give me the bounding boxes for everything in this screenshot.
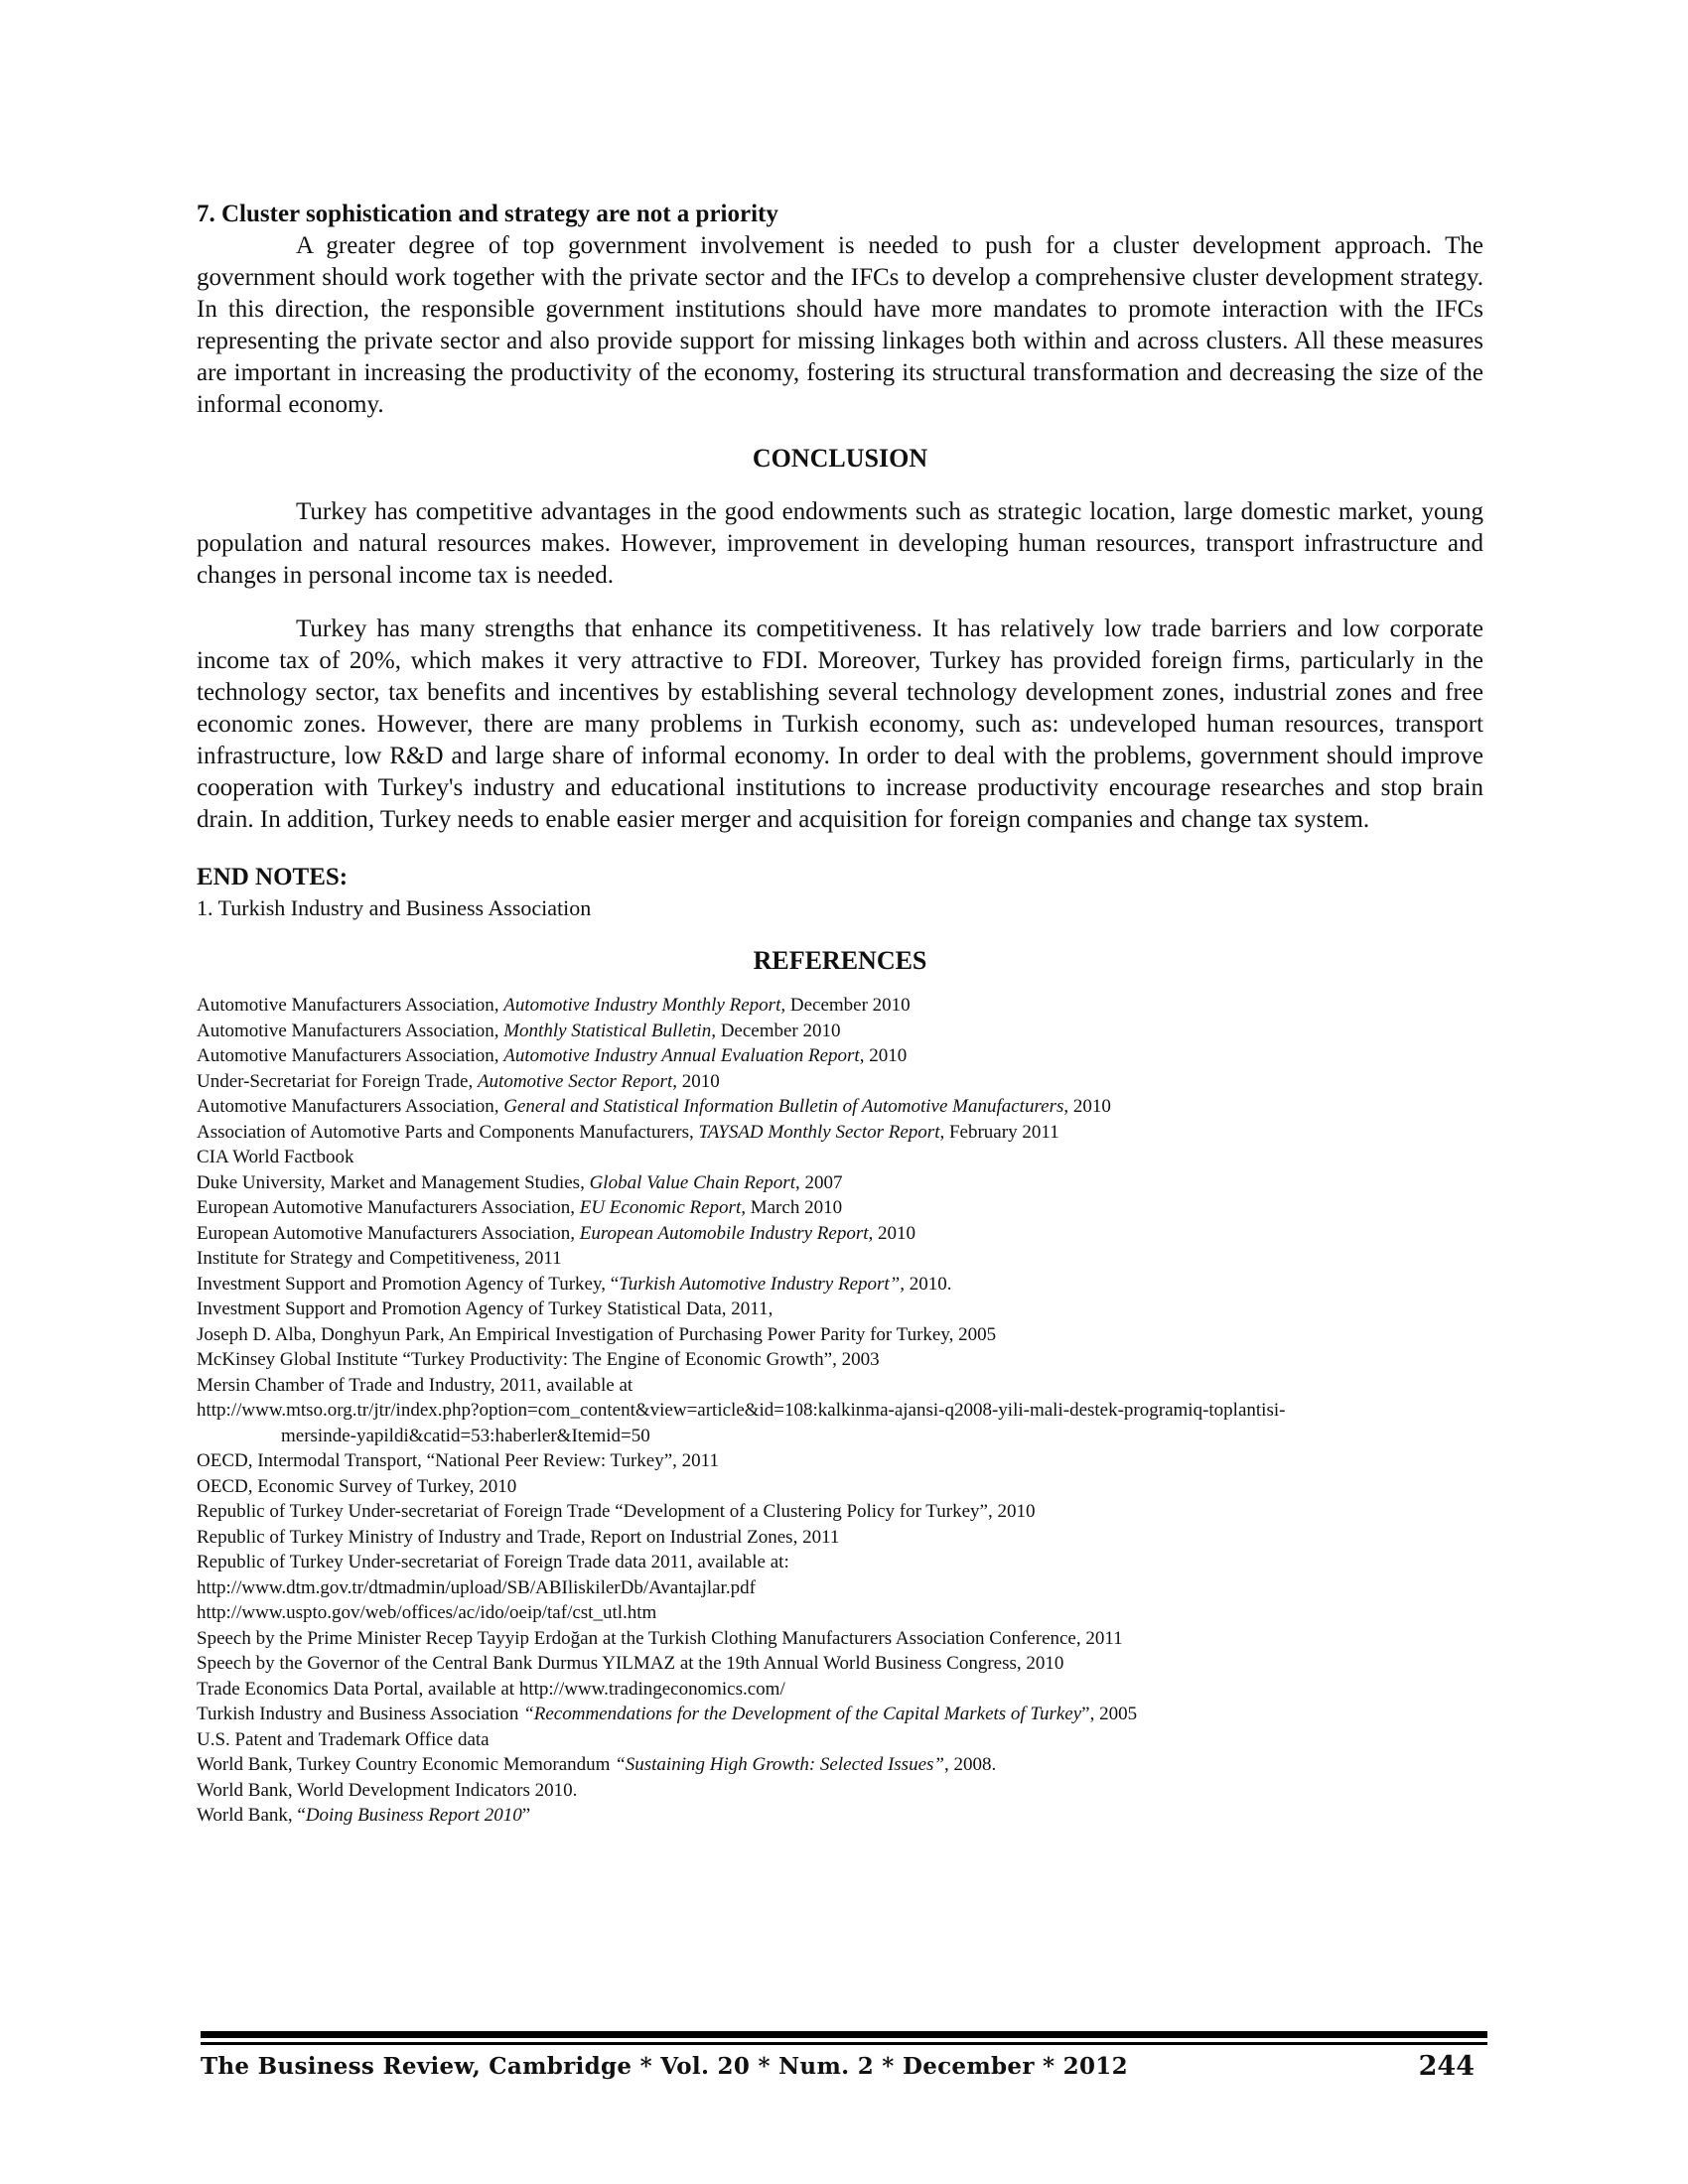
reference-text: World Bank, “	[197, 1805, 306, 1826]
reference-item	[197, 1297, 1483, 1322]
reference-text: Speech by the Governor of the Central Bank Durmus YILMAZ at the 19th Annual World Business Congress, 2010	[197, 1653, 1064, 1674]
reference-text: Under-Secretariat for Foreign Trade,	[197, 1070, 478, 1092]
reference-item	[197, 1651, 1483, 1677]
reference-text: Duke University, Market and Management Studies,	[197, 1171, 590, 1193]
reference-text: Republic of Turkey Under-secretariat of Foreign Trade data 2011, available at:	[197, 1552, 789, 1572]
reference-text: Association of Automotive Parts and Components Manufacturers,	[197, 1121, 699, 1143]
reference-text: European Automotive Manufacturers Association,	[197, 1222, 580, 1244]
reference-item	[197, 1727, 1483, 1753]
reference-text: McKinsey Global Institute “Turkey Productivity: The Engine of Economic Growth”, 2003	[197, 1349, 880, 1370]
reference-suffix: , February 2011	[939, 1121, 1059, 1143]
reference-item	[197, 993, 1483, 1019]
reference-suffix: December 2010	[715, 1020, 841, 1041]
reference-item	[197, 1600, 1483, 1626]
conclusion-heading: CONCLUSION	[752, 444, 928, 473]
reference-text: OECD, Economic Survey of Turkey, 2010	[197, 1475, 517, 1497]
reference-item	[197, 1170, 1483, 1196]
reference-item	[197, 1120, 1483, 1146]
reference-text: Automotive Manufacturers Association,	[197, 995, 504, 1016]
reference-text: Joseph D. Alba, Donghyun Park, An Empirical Investigation of Purchasing Power Parity for Turkey, 2005	[197, 1323, 997, 1345]
reference-text: Speech by the Prime Minister Recep Tayyip Erdoğan at the Turkish Clothing Manufacturers Association Conference, 2011	[197, 1627, 1123, 1649]
reference-text: Institute for Strategy and Competitiveness, 2011	[197, 1248, 562, 1269]
reference-item	[197, 1373, 1483, 1399]
reference-item	[197, 1069, 1483, 1095]
reference-item	[197, 1677, 1483, 1703]
reference-suffix: , 2010	[672, 1070, 720, 1092]
reference-text: http://www.dtm.gov.tr/dtmadmin/upload/SB/ABIliskilerDb/Avantajlar.pdf	[197, 1576, 756, 1598]
reference-text: Automotive Manufacturers Association,	[197, 1096, 504, 1117]
reference-text: Automotive Manufacturers Association,	[197, 1045, 504, 1066]
reference-text: World Bank, Turkey Country Economic Memorandum	[197, 1754, 616, 1775]
footer-page-number: 244	[1418, 2051, 1475, 2082]
reference-suffix: ”, 2005	[1081, 1704, 1138, 1724]
reference-item	[197, 1221, 1483, 1247]
reference-text: World Bank, World Development Indicators 2010.	[197, 1779, 578, 1801]
reference-item	[197, 1550, 1483, 1575]
reference-suffix: , 2008.	[943, 1754, 997, 1775]
reference-continuation: mersinde-yapildi&catid=53:haberler&Itemid=50	[281, 1425, 650, 1446]
section-7-body: A greater degree of top government involvement is needed to push for a cluster development approach. The government should work together with the private sector and the IFCs to develop a comprehensive cluster development strategy. In this direction, the responsible government institutions should have more mandates to promote interaction with the IFCs representing the private sector and also provide support for missing linkages both within and across clusters. All these measures are important in increasing the productivity of the economy, fostering its structural transformation and decreasing the size of the informal economy.	[197, 232, 1483, 418]
reference-item	[197, 1145, 1483, 1170]
reference-suffix: , 2007	[794, 1171, 843, 1193]
reference-item	[197, 1019, 1483, 1044]
reference-text: Investment Support and Promotion Agency of Turkey Statistical Data, 2011,	[197, 1298, 774, 1319]
reference-text: Republic of Turkey Ministry of Industry and Trade, Report on Industrial Zones, 2011	[197, 1526, 840, 1548]
references-heading: REFERENCES	[753, 946, 927, 975]
reference-item	[197, 1272, 1483, 1297]
reference-title: General and Statistical Information Bulletin of Automotive Manufacturers	[503, 1096, 1064, 1117]
reference-item	[197, 1448, 1483, 1474]
reference-title: Turkish Automotive Industry Report”,	[619, 1273, 905, 1295]
reference-text: U.S. Patent and Trademark Office data	[197, 1728, 490, 1750]
reference-suffix: , 2010	[1063, 1096, 1111, 1117]
footer-journal-info: The Business Review, Cambridge * Vol. 20 * Num. 2 * December * 2012	[201, 2053, 1128, 2080]
reference-text: Automotive Manufacturers Association,	[197, 1020, 504, 1041]
reference-item	[197, 1575, 1483, 1601]
conclusion-paragraph-2: Turkey has many strengths that enhance its competitiveness. It has relatively low trade barriers and low corporate income tax of 20%, which makes it very attractive to FDI. Moreover, Turkey has provided foreign firms, particularly in the technology sector, tax benefits and incentives by establishing several technology development zones, industrial zones and free economic zones. However, there are many problems in Turkish economy, such as: undeveloped human resources, transport infrastructure, low R&D and large share of informal economy. In order to deal with the problems, government should improve cooperation with Turkey's industry and educational institutions to increase productivity encourage researches and stop brain drain. In addition, Turkey needs to enable easier merger and acquisition for foreign companies and change tax system.	[197, 615, 1483, 833]
reference-item	[197, 1246, 1483, 1272]
reference-text: European Automotive Manufacturers Association,	[197, 1197, 580, 1218]
reference-text: http://www.mtso.org.tr/jtr/index.php?option=com_content&view=article&id=108:kalkinma-ajansi-q2008-yili-mali-destek-programiq-toplantisi-	[197, 1400, 1286, 1421]
reference-item	[197, 1322, 1483, 1348]
reference-item	[197, 1043, 1483, 1069]
reference-item	[197, 1499, 1483, 1525]
references-list	[197, 993, 1483, 1829]
conclusion-paragraph-1: Turkey has competitive advantages in the good endowments such as strategic location, large domestic market, young population and natural resources makes. However, improvement in developing human resources, transport infrastructure and changes in personal income tax is needed.	[197, 498, 1483, 589]
reference-item	[197, 1094, 1483, 1120]
section-7-heading: 7. Cluster sophistication and strategy are not a priority	[197, 201, 778, 227]
reference-item	[197, 1347, 1483, 1373]
endnotes-heading: END NOTES:	[197, 864, 349, 890]
reference-text: Republic of Turkey Under-secretariat of Foreign Trade “Development of a Clustering Policy for Turkey”, 2010	[197, 1501, 1036, 1522]
footer-rule-thin	[201, 2042, 1487, 2045]
reference-text: Investment Support and Promotion Agency of Turkey, “	[197, 1273, 620, 1295]
reference-text: Trade Economics Data Portal, available at http://www.tradingeconomics.com/	[197, 1678, 785, 1700]
reference-item	[197, 1803, 1483, 1829]
reference-text: OECD, Intermodal Transport, “National Peer Review: Turkey”, 2011	[197, 1450, 719, 1471]
reference-item	[197, 1778, 1483, 1804]
reference-title: TAYSAD Monthly Sector Report	[698, 1121, 940, 1143]
reference-title: EU Economic Report,	[579, 1197, 746, 1218]
reference-item	[197, 1752, 1483, 1778]
reference-suffix: , 2010	[859, 1045, 908, 1066]
footer-rule-thick	[201, 2031, 1487, 2038]
reference-title: Global Value Chain Report	[589, 1171, 795, 1193]
reference-text: Mersin Chamber of Trade and Industry, 2011, available at	[197, 1374, 633, 1396]
reference-title: European Automobile Industry Report,	[579, 1222, 874, 1244]
endnote-item: 1. Turkish Industry and Business Association	[197, 895, 592, 920]
reference-item	[197, 1702, 1483, 1727]
reference-suffix: December 2010	[785, 995, 911, 1016]
reference-item	[197, 1195, 1483, 1221]
reference-text: CIA World Factbook	[197, 1147, 354, 1167]
reference-item	[197, 1398, 1483, 1448]
reference-title: “Sustaining High Growth: Selected Issues”	[615, 1754, 944, 1775]
reference-title: Automotive Industry Monthly Report,	[503, 995, 786, 1016]
reference-title: Monthly Statistical Bulletin,	[503, 1020, 716, 1041]
reference-title: Doing Business Report 2010	[305, 1805, 522, 1826]
reference-suffix: ”	[521, 1805, 531, 1826]
reference-title: Automotive Sector Report	[477, 1070, 673, 1092]
reference-item	[197, 1525, 1483, 1551]
reference-title: Automotive Industry Annual Evaluation Report	[503, 1045, 860, 1066]
reference-text: http://www.uspto.gov/web/offices/ac/ido/oeip/taf/cst_utl.htm	[197, 1602, 657, 1623]
reference-title: “Recommendations for the Development of the Capital Markets of Turkey	[523, 1704, 1082, 1724]
page-content	[197, 199, 1483, 1829]
reference-suffix: 2010.	[905, 1273, 952, 1295]
reference-item	[197, 1474, 1483, 1500]
reference-item	[197, 1626, 1483, 1652]
reference-suffix: 2010	[873, 1222, 915, 1244]
reference-text: Turkish Industry and Business Association	[197, 1704, 524, 1724]
reference-suffix: March 2010	[745, 1197, 843, 1218]
